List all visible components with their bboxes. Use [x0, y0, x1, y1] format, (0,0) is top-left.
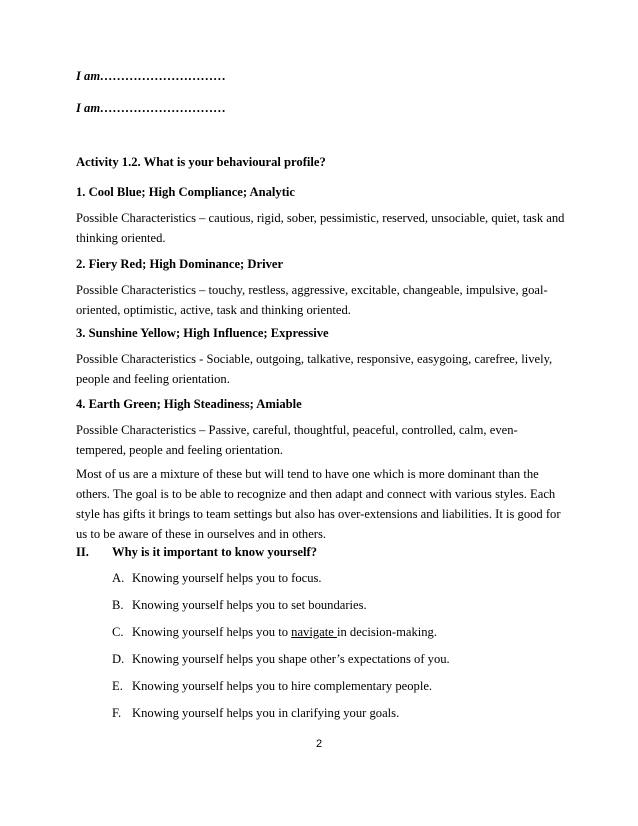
list-item-text: Knowing yourself helps you to set boundaries.: [132, 598, 367, 612]
list-item-text-before: Knowing yourself helps you to: [132, 625, 292, 639]
profile-heading-sunshine-yellow: 3. Sunshine Yellow; High Influence; Expressive: [76, 326, 329, 340]
section-title: Why is it important to know yourself?: [112, 545, 318, 559]
profile-line: Possible Characteristics – touchy, restless, aggressive, excitable, changeable, impulsive, goal-: [76, 283, 548, 297]
list-item-text-after: in decision-making.: [336, 625, 437, 639]
list-item-text: Knowing yourself helps you shape other’s expectations of you.: [132, 652, 450, 666]
profile-line: tempered, people and feeling orientation.: [76, 443, 284, 457]
summary-line: others. The goal is to be able to recognize and then adapt and connect with various styles. Each: [76, 487, 556, 501]
section-number: II.: [76, 545, 89, 559]
list-item-text: Knowing yourself helps you to focus.: [132, 571, 322, 585]
profile-description-earth-green: [76, 420, 566, 460]
page-number: 2: [315, 738, 323, 750]
list-item-marker: D.: [112, 652, 125, 666]
i-am-line-2: I am…………………………: [76, 101, 227, 115]
list-item-marker: B.: [112, 598, 124, 612]
list-item-marker: E.: [112, 679, 123, 693]
activity-title: Activity 1.2. What is your behavioural profile?: [76, 155, 326, 169]
profile-heading-cool-blue: 1. Cool Blue; High Compliance; Analytic: [76, 185, 295, 199]
summary-line: style has gifts it brings to team settings but also has over-extensions and liabilities. It is good for: [76, 507, 561, 521]
profile-description-sunshine-yellow: [76, 349, 566, 389]
list-item-text: Knowing yourself helps you in clarifying your goals.: [132, 706, 400, 720]
profile-line: Possible Characteristics – cautious, rigid, sober, pessimistic, reserved, unsociable, quiet, task and: [76, 211, 565, 225]
profile-line: thinking oriented.: [76, 231, 166, 245]
profile-heading-earth-green: 4. Earth Green; High Steadiness; Amiable: [76, 397, 302, 411]
list-item-text: [132, 622, 437, 642]
summary-paragraph: [76, 464, 566, 544]
profile-heading-fiery-red: 2. Fiery Red; High Dominance; Driver: [76, 257, 284, 271]
profile-description-cool-blue: [76, 208, 566, 248]
summary-line: Most of us are a mixture of these but will tend to have one which is more dominant than the: [76, 467, 539, 481]
profile-line: oriented, optimistic, active, task and thinking oriented.: [76, 303, 351, 317]
list-item-marker: F.: [112, 706, 122, 720]
underlined-word: navigate: [291, 625, 337, 639]
list-item-text: Knowing yourself helps you to hire complementary people.: [132, 679, 433, 693]
summary-line: us to be aware of these in ourselves and in others.: [76, 527, 327, 541]
profile-line: Possible Characteristics - Sociable, outgoing, talkative, responsive, easygoing, carefree, lively,: [76, 352, 553, 366]
list-item-marker: C.: [112, 625, 124, 639]
i-am-line-1: I am…………………………: [76, 69, 227, 83]
profile-line: people and feeling orientation.: [76, 372, 230, 386]
profile-line: Possible Characteristics – Passive, careful, thoughtful, peaceful, controlled, calm, even-: [76, 423, 518, 437]
list-item-marker: A.: [112, 571, 125, 585]
profile-description-fiery-red: [76, 280, 566, 320]
